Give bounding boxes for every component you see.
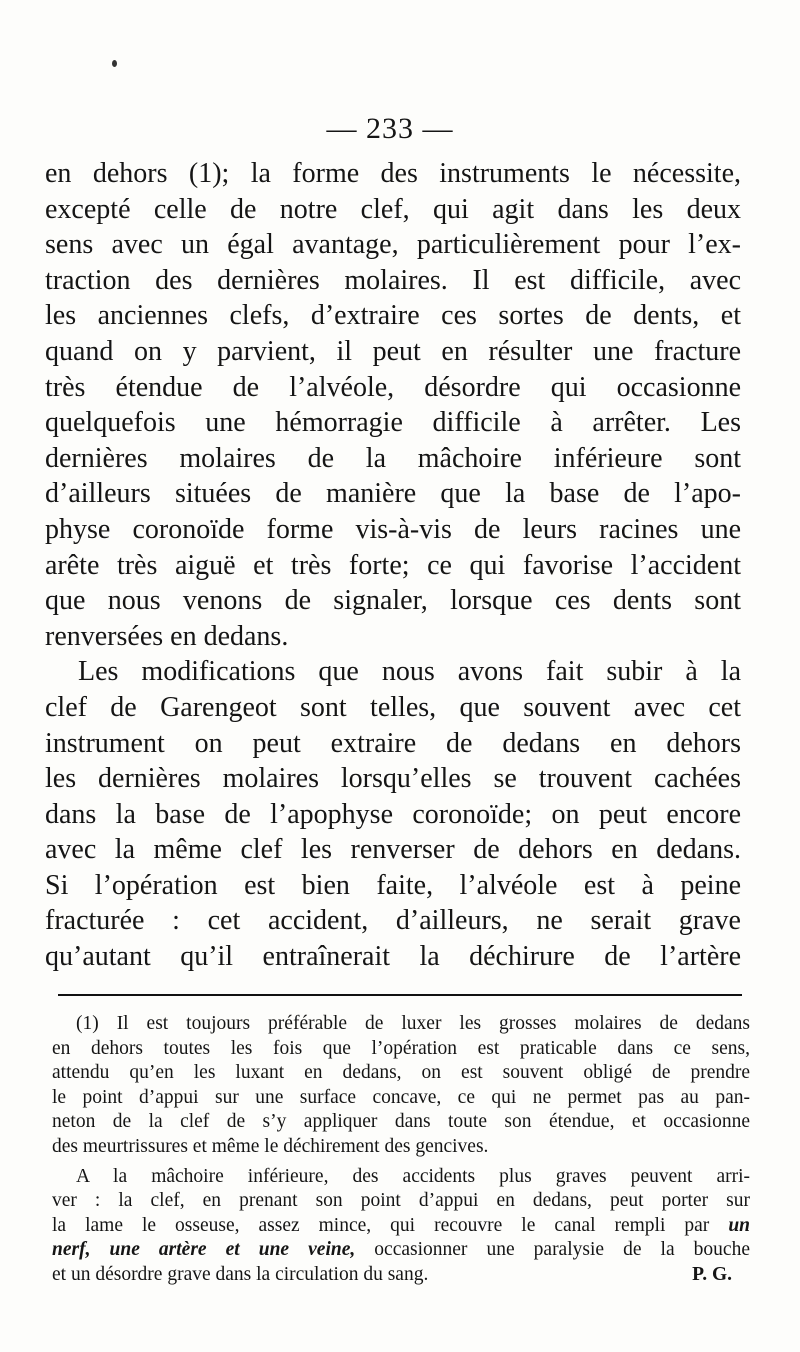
footnote-line-text: la lame le osseuse, assez mince, qui recouvre le canal rempli par	[52, 1214, 710, 1236]
footnote-italic: un	[728, 1214, 751, 1236]
page-number: — 233 —	[326, 112, 454, 145]
footnote-line: (1) Il est toujours préférable de luxer les grosses molaires de dedans	[76, 1013, 750, 1034]
ink-speck	[112, 60, 117, 67]
footnote-line: en dehors toutes les fois que l’opération est praticable dans ce sens,	[52, 1037, 750, 1059]
body-line: clef de Garengeot sont telles, que souvent avec cet	[45, 691, 741, 723]
body-line: dans la base de l’apophyse coronoïde; on peut encore	[45, 798, 741, 830]
body-line: traction des dernières molaires. Il est difficile, avec	[45, 264, 741, 296]
body-line: fracturée : cet accident, d’ailleurs, ne serait grave	[45, 905, 741, 937]
footnote-line	[52, 1238, 750, 1263]
body-text	[45, 156, 741, 975]
footnote-rule	[58, 994, 742, 996]
body-line: qu’autant qu’il entraînerait la déchirure de l’artère	[45, 941, 741, 973]
footnote-last-row	[52, 1263, 750, 1288]
footnote-line: et un désordre grave dans la circulation du sang.	[52, 1263, 429, 1285]
body-line: les dernières molaires lorsqu’elles se trouvent cachées	[45, 763, 741, 795]
body-line: en dehors (1); la forme des instruments le nécessite,	[45, 158, 741, 189]
body-line: que nous venons de signaler, lorsque ces dents sont	[45, 585, 741, 617]
footnote-line: le point d’appui sur une surface concave, ce qui ne permet pas au pan-	[52, 1086, 750, 1108]
body-line: dernières molaires de la mâchoire inférieure sont	[45, 442, 741, 474]
footnote-line	[52, 1214, 750, 1239]
body-line: quand on y parvient, il peut en résulter une fracture	[45, 335, 741, 367]
body-line: très étendue de l’alvéole, désordre qui occasionne	[45, 371, 741, 403]
body-line: instrument on peut extraire de dedans en dehors	[45, 727, 741, 759]
footnote-line: ver : la clef, en prenant son point d’appui en dedans, peut porter sur	[52, 1190, 750, 1212]
footnotes	[52, 1012, 750, 1288]
body-line: avec la même clef les renverser de dehors en dedans.	[45, 834, 741, 866]
body-line: quelquefois une hémorragie difficile à arrêter. Les	[45, 407, 741, 439]
body-line: sens avec un égal avantage, particulièrement pour l’ex-	[45, 229, 741, 261]
body-line: Les modifications que nous avons fait subir à la	[78, 656, 741, 688]
footnote-line-text: occasionner une paralysie de la bouche	[355, 1239, 750, 1261]
footnote-line: des meurtrissures et même le déchirement des gencives.	[52, 1135, 489, 1157]
footnote-line: attendu qu’en les luxant en dedans, on est souvent obligé de prendre	[52, 1062, 750, 1084]
footnote-line: A la mâchoire inférieure, des accidents plus graves peuvent arri-	[76, 1165, 750, 1187]
footnote-italic: nerf, une artère et une veine,	[52, 1239, 356, 1261]
body-line: renversées en dedans.	[45, 620, 289, 652]
body-line: les anciennes clefs, d’extraire ces sortes de dents, et	[45, 300, 741, 332]
body-line: physe coronoïde forme vis-à-vis de leurs racines une	[45, 513, 741, 545]
body-line: Si l’opération est bien faite, l’alvéole est à peine	[45, 869, 741, 901]
body-line: excepté celle de notre clef, qui agit dans les deux	[45, 193, 741, 225]
footnote-line: neton de la clef de s’y appliquer dans toute son étendue, et occasionne	[52, 1111, 750, 1133]
footnote-signature: P. G.	[692, 1263, 732, 1285]
body-line: arête très aiguë et très forte; ce qui favorise l’accident	[45, 549, 741, 581]
body-line: d’ailleurs situées de manière que la base de l’apo-	[45, 478, 741, 510]
